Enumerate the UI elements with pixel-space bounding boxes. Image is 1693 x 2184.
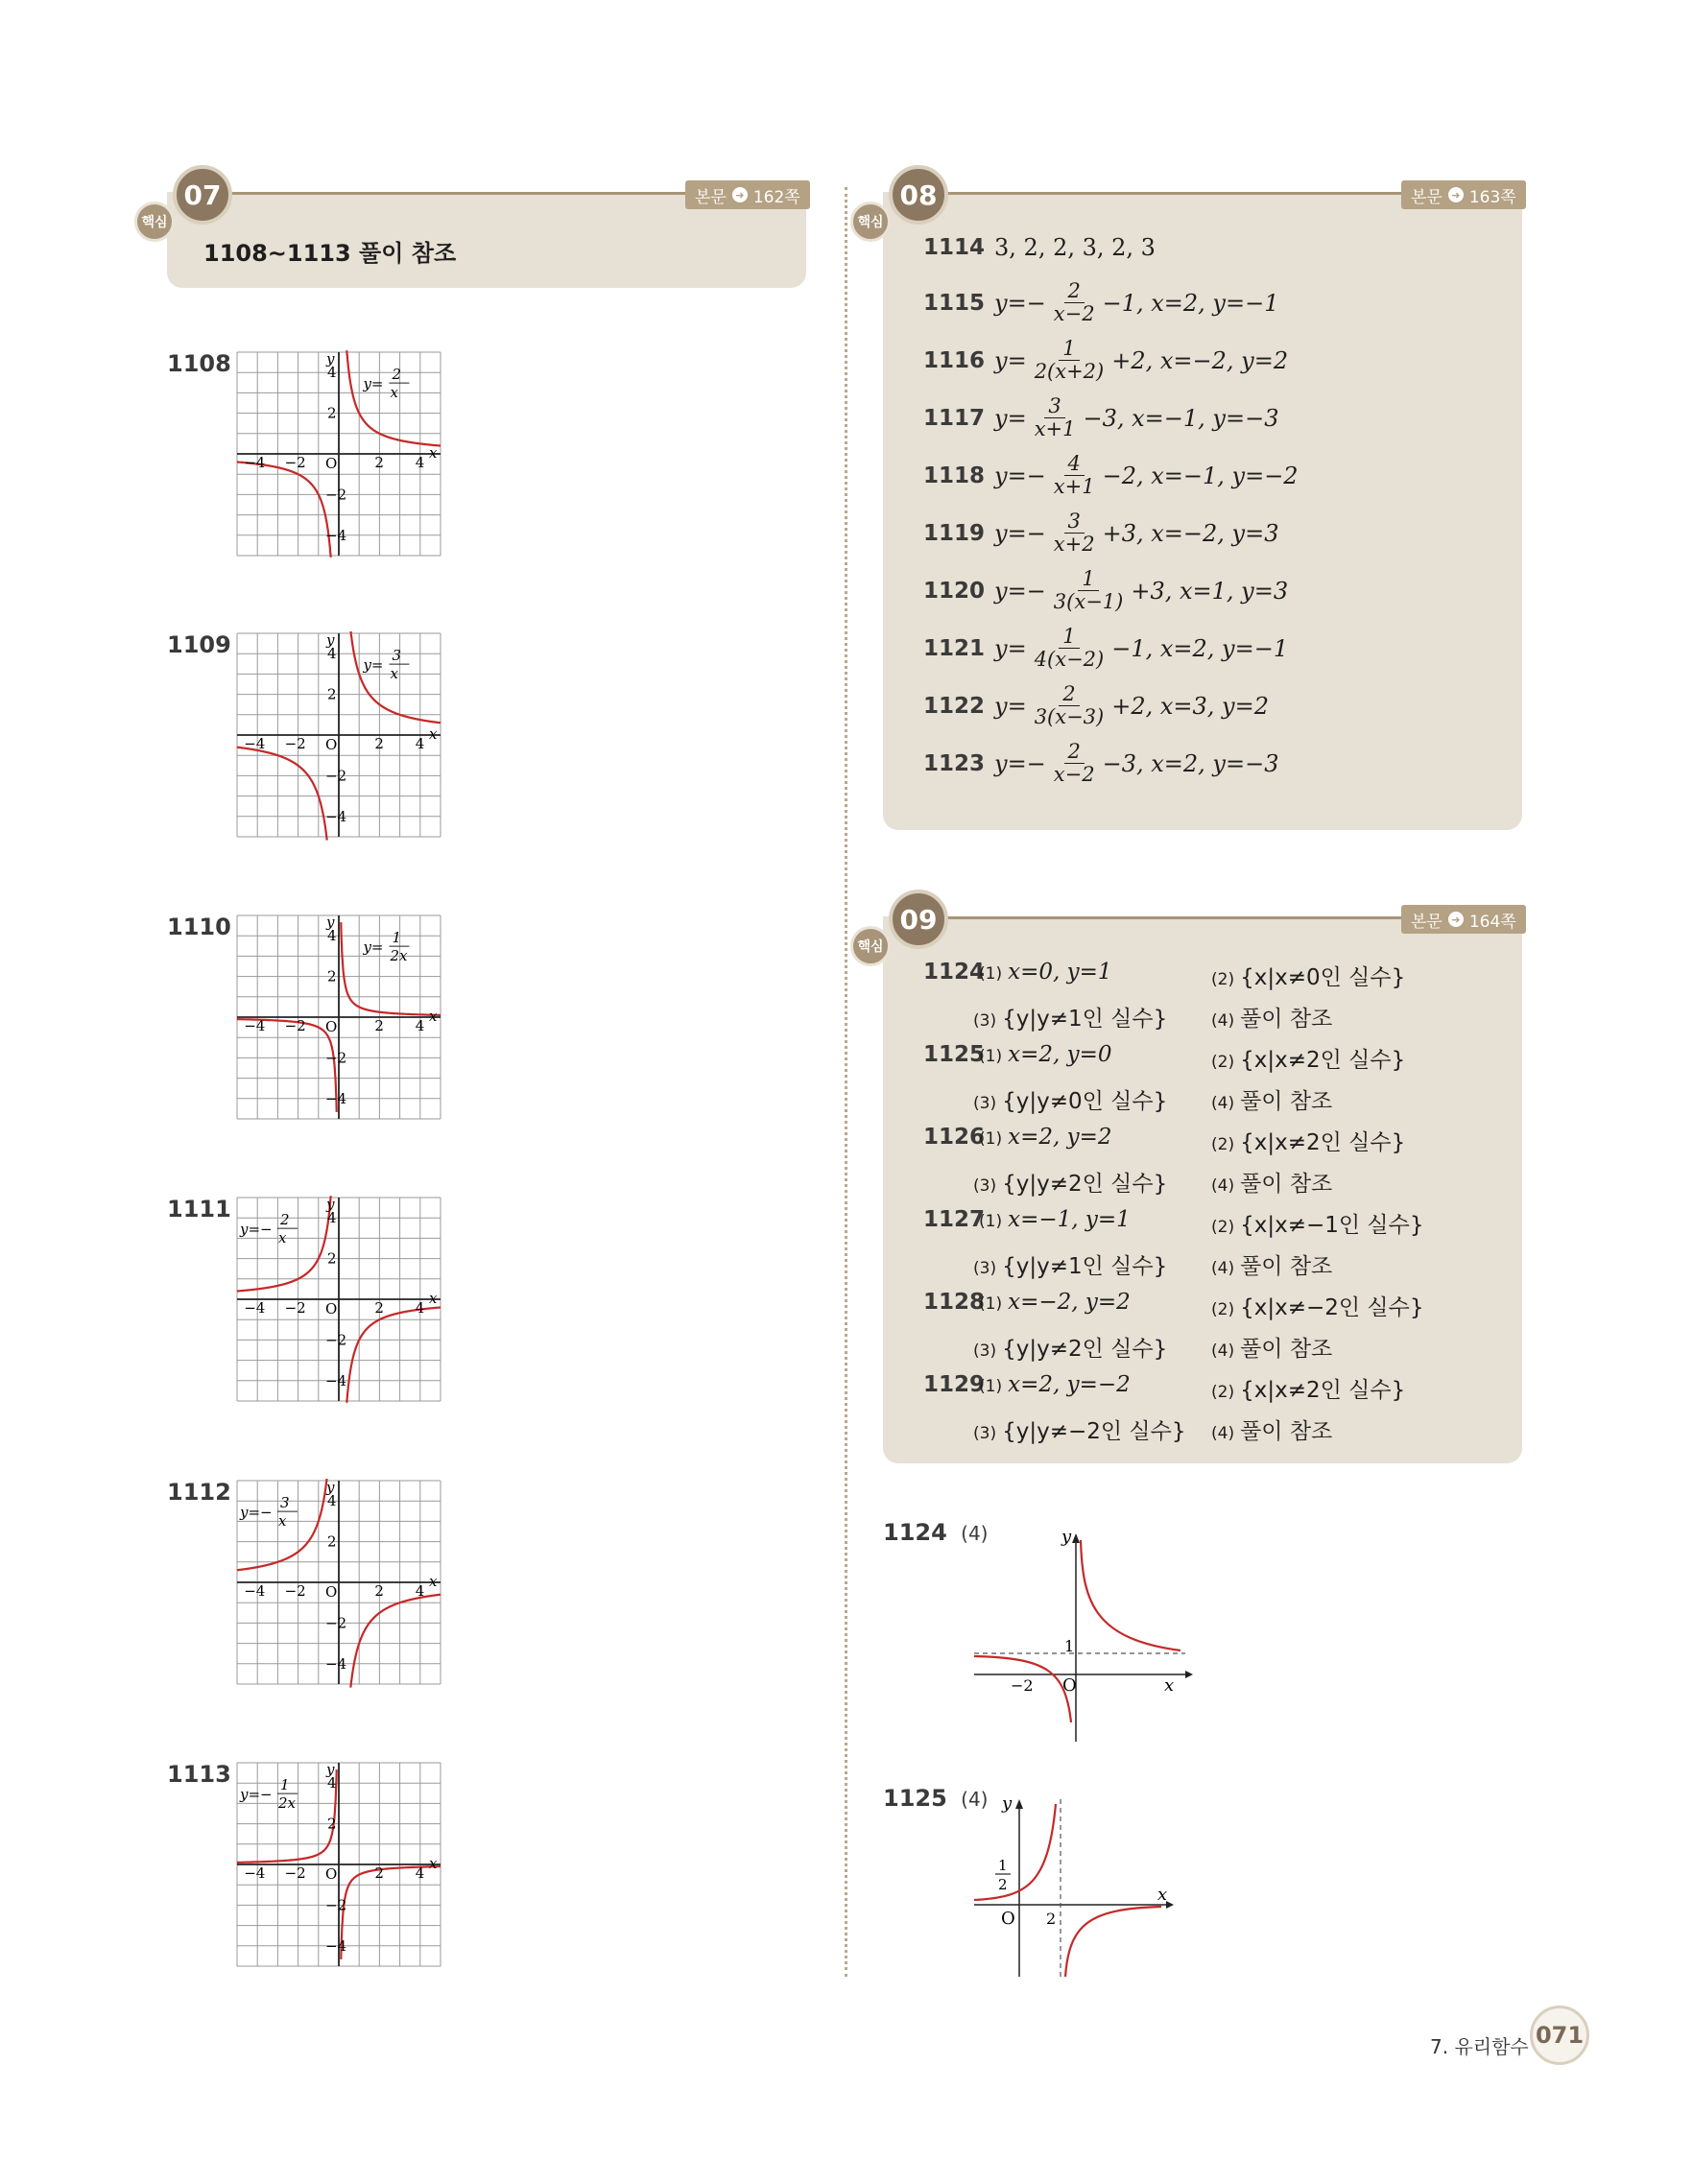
tick-x-2: 2 <box>374 1864 384 1882</box>
part-value: {x|x≠2인 실수} <box>1240 1048 1406 1073</box>
x-axis-label: x <box>429 1573 438 1590</box>
part-value: {y|y≠2인 실수} <box>1002 1337 1168 1362</box>
tick-x-minus-2: −2 <box>284 1582 306 1600</box>
function-label-prefix: y=− <box>240 1504 273 1522</box>
hyperbola-right <box>1081 1540 1180 1650</box>
fraction <box>1050 280 1099 325</box>
part-label: (1) <box>979 964 1003 984</box>
tick-x-4: 4 <box>415 1017 425 1034</box>
denominator: 4(x−2) <box>1034 648 1105 672</box>
numerator: 4 <box>1064 453 1085 476</box>
tick-y-2: 2 <box>327 685 337 703</box>
fig-part: (4) <box>961 1522 989 1545</box>
expr-suffix: −1, x=2, y=−1 <box>1111 634 1289 662</box>
tick-y-minus-2: −2 <box>325 1614 347 1632</box>
section-07-ref-tag <box>685 180 810 209</box>
fraction <box>1050 741 1099 786</box>
column-divider <box>845 187 847 1977</box>
part-value: {x|x≠2인 실수} <box>1240 1130 1406 1155</box>
function-label-denominator: x <box>278 1229 287 1247</box>
graph-number: 1112 <box>167 1479 231 1506</box>
ref-prefix: 본문 <box>1411 187 1443 207</box>
tick-y-minus-4: −4 <box>325 1654 347 1673</box>
fraction <box>1031 626 1109 671</box>
hyperbola-right <box>1065 1907 1161 1977</box>
denominator: 2(x+2) <box>1034 360 1105 384</box>
tick-y-4: 4 <box>327 364 337 382</box>
fraction <box>1050 453 1099 498</box>
problem-number: 1123 <box>923 750 986 776</box>
part-2 <box>1211 1042 1405 1074</box>
ref-page: 162쪽 <box>752 187 800 207</box>
problem-number: 1127 <box>923 1207 986 1232</box>
part-label: (4) <box>1211 1094 1235 1113</box>
x-axis-label: x <box>429 1855 438 1872</box>
answer-text: 3, 2, 2, 3, 2, 3 <box>994 234 1156 261</box>
section-08-ref-tag <box>1401 180 1526 209</box>
numerator: 3 <box>1064 510 1085 534</box>
section-09-badge: 09 <box>889 890 948 949</box>
tick-y-4: 4 <box>327 927 337 945</box>
tick-2: 2 <box>1046 1910 1057 1928</box>
ref-prefix: 본문 <box>695 187 727 207</box>
answer-expression <box>994 626 1288 671</box>
tick-y-4: 4 <box>327 1774 337 1792</box>
curve-branch-left <box>237 463 331 558</box>
problem-number: 1129 <box>923 1372 986 1397</box>
x-axis-label: x <box>1157 1885 1168 1905</box>
answer-1117 <box>923 395 1278 440</box>
part-value: {x|x≠2인 실수} <box>1240 1378 1406 1403</box>
problem-number: 1115 <box>923 290 986 316</box>
expr-prefix: y=− <box>994 577 1046 605</box>
part-4 <box>1211 1248 1332 1280</box>
part-label: (2) <box>1211 1300 1235 1319</box>
section-07-summary: 1108~1113 풀이 참조 <box>203 240 457 267</box>
section-08-core-badge: 핵심 <box>850 202 891 242</box>
part-1 <box>979 1125 1112 1150</box>
tick-y-minus-2: −2 <box>325 486 347 504</box>
graph-number: 1110 <box>167 914 231 940</box>
tick-x-4: 4 <box>415 1299 425 1317</box>
part-value: 풀이 참조 <box>1240 1419 1333 1444</box>
expr-suffix: +3, x=−2, y=3 <box>1102 519 1279 547</box>
graph-number: 1111 <box>167 1196 231 1223</box>
part-1 <box>979 960 1112 985</box>
answer-expression <box>994 453 1299 498</box>
fig-1125-graph <box>969 1790 1190 1982</box>
part-label: (4) <box>1211 1011 1235 1031</box>
part-label: (3) <box>973 1176 997 1196</box>
function-label-prefix: y=− <box>240 1786 273 1804</box>
ref-prefix: 본문 <box>1411 912 1443 932</box>
part-label: (4) <box>1211 1176 1235 1196</box>
part-4 <box>1211 1001 1332 1033</box>
part-value: x=2, y=0 <box>1008 1042 1112 1067</box>
answer-expression <box>994 683 1269 728</box>
function-label-numerator: 2 <box>280 1211 290 1229</box>
origin-label: O <box>325 1865 338 1883</box>
curve-branch-right <box>350 1595 441 1688</box>
expr-suffix: −1, x=2, y=−1 <box>1102 289 1279 317</box>
graph-1108 <box>235 350 448 563</box>
tick-minus-2: −2 <box>1011 1676 1034 1695</box>
part-3 <box>973 1413 1185 1445</box>
y-axis-label: y <box>326 1196 335 1213</box>
tick-x-4: 4 <box>415 454 425 471</box>
function-label-prefix: y= <box>363 375 384 393</box>
section-09-core-badge: 핵심 <box>850 926 891 966</box>
part-1 <box>979 1207 1131 1232</box>
problem-number: 1117 <box>923 405 986 431</box>
graph-1113 <box>235 1761 448 1974</box>
origin-label: O <box>1001 1909 1015 1929</box>
part-value: {y|y≠−2인 실수} <box>1002 1419 1186 1444</box>
tick-y-2: 2 <box>327 1532 337 1551</box>
part-2 <box>1211 960 1405 991</box>
part-3 <box>973 1166 1167 1198</box>
part-value: 풀이 참조 <box>1240 1172 1333 1197</box>
arrow-right-icon: ➜ <box>1448 912 1464 927</box>
fraction <box>1050 510 1099 556</box>
numerator: 3 <box>1044 395 1064 418</box>
answer-1115 <box>923 280 1278 325</box>
tick-x-minus-4: −4 <box>244 454 266 471</box>
fraction <box>1031 338 1109 383</box>
part-4 <box>1211 1083 1332 1115</box>
arrow-right-icon: ➜ <box>1448 187 1464 202</box>
y-axis-label: y <box>326 631 335 649</box>
numerator: 2 <box>1064 741 1085 764</box>
part-2 <box>1211 1125 1405 1156</box>
tick-y-4: 4 <box>327 1209 337 1227</box>
problem-number: 1126 <box>923 1125 986 1150</box>
tick-x-minus-4: −4 <box>244 1582 266 1600</box>
part-value: 풀이 참조 <box>1240 1254 1333 1279</box>
part-label: (2) <box>1211 1135 1235 1154</box>
answer-1120 <box>923 568 1288 613</box>
tick-x-4: 4 <box>415 1582 425 1600</box>
numerator: 1 <box>1059 626 1079 649</box>
problem-number: 1125 <box>923 1042 986 1067</box>
answer-expression <box>994 510 1278 556</box>
y-axis-arrow <box>1072 1533 1080 1543</box>
fraction <box>1050 568 1128 613</box>
part-label: (3) <box>973 1011 997 1031</box>
tick-y-2: 2 <box>327 967 337 985</box>
part-1 <box>979 1290 1131 1315</box>
part-label: (1) <box>979 1294 1003 1314</box>
denominator: x−2 <box>1053 763 1095 787</box>
part-value: x=−2, y=2 <box>1008 1290 1131 1315</box>
part-2 <box>1211 1207 1423 1239</box>
tick-y-minus-4: −4 <box>325 1089 347 1107</box>
part-2 <box>1211 1372 1405 1404</box>
expr-prefix: y= <box>994 692 1027 720</box>
problem-number: 1114 <box>923 235 986 260</box>
part-label: (4) <box>1211 1341 1235 1361</box>
numerator: 2 <box>1064 280 1085 303</box>
part-value: {y|y≠1인 실수} <box>1002 1007 1168 1032</box>
fraction <box>1031 395 1080 440</box>
numerator: 2 <box>1059 683 1079 706</box>
x-axis-label: x <box>429 1290 438 1307</box>
tick-y-minus-4: −4 <box>325 1936 347 1955</box>
y-axis-label: y <box>326 1479 335 1496</box>
tick-y-4: 4 <box>327 645 337 663</box>
part-value: {x|x≠−1인 실수} <box>1240 1213 1424 1238</box>
tick-x-2: 2 <box>374 1582 384 1600</box>
part-4 <box>1211 1413 1332 1445</box>
fig-number: 1124 <box>883 1519 947 1546</box>
tick-half-den: 2 <box>998 1876 1008 1893</box>
section-09-ref-tag <box>1401 905 1526 934</box>
problem-number: 1116 <box>923 347 986 373</box>
part-3 <box>973 1001 1167 1033</box>
tick-x-4: 4 <box>415 1864 425 1882</box>
tick-x-4: 4 <box>415 735 425 752</box>
part-3 <box>973 1331 1167 1363</box>
graph-number: 1108 <box>167 350 231 377</box>
answer-1123 <box>923 741 1278 786</box>
graph-1111 <box>235 1196 448 1409</box>
tick-y-2: 2 <box>327 1249 337 1268</box>
origin-label: O <box>325 736 338 753</box>
function-label-numerator: 3 <box>280 1494 290 1512</box>
part-value: x=0, y=1 <box>1008 960 1112 985</box>
tick-x-2: 2 <box>374 1017 384 1034</box>
graph-1110 <box>235 914 448 1127</box>
answer-expression <box>994 741 1278 786</box>
tick-x-minus-4: −4 <box>244 1864 266 1882</box>
expr-prefix: y=− <box>994 462 1046 489</box>
function-label-prefix: y=− <box>240 1221 273 1239</box>
fraction <box>1031 683 1109 728</box>
part-label: (3) <box>973 1424 997 1443</box>
expr-prefix: y=− <box>994 519 1046 547</box>
section-08-badge: 08 <box>889 165 948 225</box>
section-07-badge: 07 <box>173 165 232 225</box>
part-label: (3) <box>973 1094 997 1113</box>
x-axis-arrow <box>1166 1901 1174 1909</box>
part-1 <box>979 1042 1112 1067</box>
tick-x-minus-4: −4 <box>244 1299 266 1317</box>
answer-expression <box>994 280 1278 325</box>
part-label: (2) <box>1211 1218 1235 1237</box>
answer-1118 <box>923 453 1299 498</box>
tick-x-minus-2: −2 <box>284 454 306 471</box>
part-2 <box>1211 1290 1423 1321</box>
part-value: 풀이 참조 <box>1240 1337 1333 1362</box>
tick-y-minus-2: −2 <box>325 1896 347 1914</box>
tick-x-minus-2: −2 <box>284 1299 306 1317</box>
part-4 <box>1211 1166 1332 1198</box>
tick-y-4: 4 <box>327 1492 337 1510</box>
expr-suffix: +3, x=1, y=3 <box>1131 577 1289 605</box>
function-label-numerator: 1 <box>392 929 401 947</box>
tick-y-minus-4: −4 <box>325 526 347 544</box>
tick-x-minus-2: −2 <box>284 735 306 752</box>
origin-label: O <box>325 455 338 472</box>
part-3 <box>973 1083 1167 1115</box>
part-label: (4) <box>1211 1424 1235 1443</box>
curve-branch-left <box>237 748 327 841</box>
problem-number: 1119 <box>923 520 986 546</box>
function-label-denominator: 2x <box>390 947 408 965</box>
denominator: x+2 <box>1053 533 1095 557</box>
tick-x-2: 2 <box>374 1299 384 1317</box>
tick-x-2: 2 <box>374 454 384 471</box>
answer-1119 <box>923 510 1278 556</box>
part-value: {x|x≠0인 실수} <box>1240 965 1406 990</box>
expr-prefix: y= <box>994 404 1027 432</box>
graph-1112 <box>235 1479 448 1692</box>
answer-expression <box>994 338 1288 383</box>
hyperbola-left <box>974 1804 1056 1900</box>
part-value: x=2, y=−2 <box>1008 1372 1131 1397</box>
function-label-denominator: x <box>278 1512 287 1531</box>
graph-number: 1113 <box>167 1761 231 1788</box>
part-value: {y|y≠0인 실수} <box>1002 1089 1168 1114</box>
graph-number: 1109 <box>167 631 231 658</box>
y-axis-label: y <box>1002 1793 1013 1814</box>
origin-label: O <box>325 1300 338 1318</box>
y-axis-label: y <box>1061 1527 1072 1547</box>
function-label-prefix: y= <box>363 656 384 675</box>
part-label: (1) <box>979 1377 1003 1396</box>
function-label-numerator: 3 <box>392 647 401 665</box>
part-value: {x|x≠−2인 실수} <box>1240 1295 1424 1320</box>
function-label-denominator: 2x <box>278 1794 297 1813</box>
graph-1109 <box>235 631 448 844</box>
page-number: 071 <box>1530 2006 1589 2065</box>
denominator: x+1 <box>1053 475 1095 499</box>
tick-x-minus-4: −4 <box>244 1017 266 1034</box>
expr-prefix: y= <box>994 346 1027 374</box>
x-axis-label: x <box>1164 1675 1175 1696</box>
fig-part: (4) <box>961 1788 989 1811</box>
tick-y-minus-2: −2 <box>325 767 347 785</box>
expr-suffix: −2, x=−1, y=−2 <box>1102 462 1299 489</box>
problem-number: 1118 <box>923 463 986 488</box>
curve-branch-right <box>346 1308 441 1403</box>
x-axis-label: x <box>429 444 438 462</box>
part-label: (1) <box>979 1047 1003 1066</box>
expr-prefix: y=− <box>994 749 1046 777</box>
part-value: x=2, y=2 <box>1008 1125 1112 1150</box>
ref-page: 163쪽 <box>1468 187 1516 207</box>
expr-prefix: y= <box>994 634 1027 662</box>
y-axis-arrow <box>1015 1799 1023 1809</box>
footer-chapter: 7. 유리함수 <box>1430 2035 1529 2058</box>
part-value: 풀이 참조 <box>1240 1089 1333 1114</box>
part-value: {y|y≠2인 실수} <box>1002 1172 1168 1197</box>
tick-half-num: 1 <box>998 1857 1008 1874</box>
function-label-denominator: x <box>390 665 398 683</box>
arrow-right-icon: ➜ <box>732 187 748 202</box>
answer-expression <box>994 568 1288 613</box>
tick-y-minus-2: −2 <box>325 1331 347 1349</box>
denominator: x+1 <box>1034 417 1076 441</box>
answer-1122 <box>923 683 1269 728</box>
expr-prefix: y=− <box>994 289 1046 317</box>
part-label: (2) <box>1211 1053 1235 1072</box>
denominator: x−2 <box>1053 302 1095 326</box>
y-axis-label: y <box>326 350 335 368</box>
part-value: {y|y≠1인 실수} <box>1002 1254 1168 1279</box>
tick-1: 1 <box>1064 1637 1075 1655</box>
x-axis-arrow <box>1185 1671 1193 1678</box>
tick-y-2: 2 <box>327 1815 337 1833</box>
answer-1114 <box>923 234 1156 261</box>
problem-number: 1122 <box>923 693 986 719</box>
function-label-numerator: 1 <box>280 1776 290 1794</box>
problem-number: 1120 <box>923 578 986 604</box>
tick-x-minus-2: −2 <box>284 1864 306 1882</box>
origin-label: O <box>1062 1675 1077 1696</box>
numerator: 1 <box>1078 568 1098 591</box>
part-label: (2) <box>1211 1383 1235 1402</box>
part-value: x=−1, y=1 <box>1008 1207 1131 1232</box>
denominator: 3(x−3) <box>1034 705 1105 729</box>
tick-y-2: 2 <box>327 404 337 422</box>
function-label-numerator: 2 <box>392 366 401 384</box>
part-label: (3) <box>973 1259 997 1278</box>
part-label: (2) <box>1211 970 1235 989</box>
answer-1116 <box>923 338 1288 383</box>
tick-y-minus-4: −4 <box>325 807 347 825</box>
x-axis-label: x <box>429 725 438 743</box>
expr-suffix: +2, x=−2, y=2 <box>1111 346 1289 374</box>
tick-x-2: 2 <box>374 735 384 752</box>
x-axis-label: x <box>429 1008 438 1025</box>
part-label: (3) <box>973 1341 997 1361</box>
numerator: 1 <box>1059 338 1079 361</box>
part-4 <box>1211 1331 1332 1363</box>
ref-page: 164쪽 <box>1468 912 1516 932</box>
part-label: (1) <box>979 1129 1003 1149</box>
expr-suffix: −3, x=−1, y=−3 <box>1083 404 1279 432</box>
origin-label: O <box>325 1018 338 1035</box>
problem-number: 1121 <box>923 635 986 661</box>
y-axis-label: y <box>326 1761 335 1778</box>
expr-suffix: −3, x=2, y=−3 <box>1102 749 1279 777</box>
part-label: (1) <box>979 1212 1003 1231</box>
part-label: (4) <box>1211 1259 1235 1278</box>
part-1 <box>979 1372 1131 1397</box>
part-value: 풀이 참조 <box>1240 1007 1333 1032</box>
problem-number: 1124 <box>923 960 986 985</box>
tick-x-minus-4: −4 <box>244 735 266 752</box>
tick-y-minus-2: −2 <box>325 1049 347 1067</box>
fig-number: 1125 <box>883 1785 947 1812</box>
tick-y-minus-4: −4 <box>325 1371 347 1389</box>
origin-label: O <box>325 1583 338 1601</box>
function-label-denominator: x <box>390 384 398 402</box>
y-axis-label: y <box>326 914 335 931</box>
fig-1124-graph <box>969 1526 1200 1746</box>
part-3 <box>973 1248 1167 1280</box>
section-07-core-badge: 핵심 <box>134 202 175 242</box>
function-label-prefix: y= <box>363 938 384 957</box>
expr-suffix: +2, x=3, y=2 <box>1111 692 1269 720</box>
problem-number: 1128 <box>923 1290 986 1315</box>
answer-1121 <box>923 626 1288 671</box>
answer-expression <box>994 395 1278 440</box>
denominator: 3(x−1) <box>1053 590 1124 614</box>
tick-x-minus-2: −2 <box>284 1017 306 1034</box>
